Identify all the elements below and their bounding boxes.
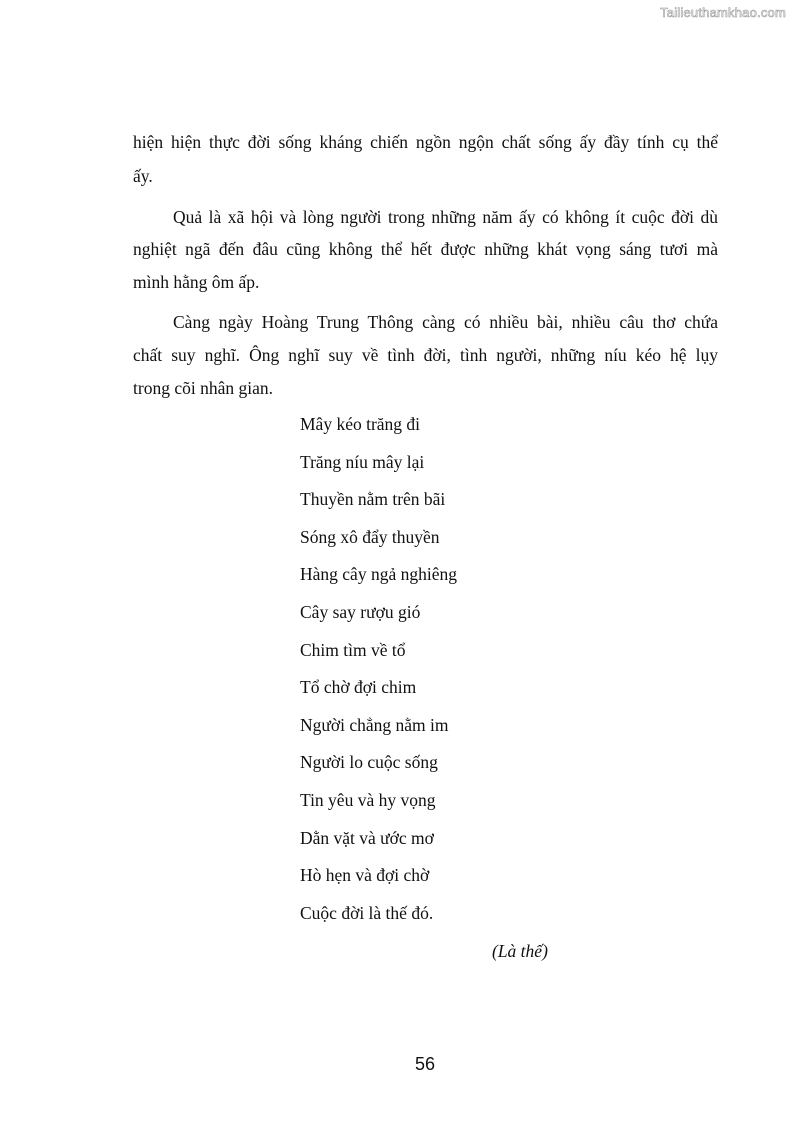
watermark: Tailieuthamkhao.com bbox=[660, 5, 786, 20]
paragraph-line: mình hằng ôm ấp. bbox=[133, 272, 260, 292]
paragraph-line: chất suy nghĩ. Ông nghĩ suy về tình đời, tình người, những níu kéo hệ lụy bbox=[133, 345, 718, 365]
paragraph-line: ấy. bbox=[133, 166, 153, 186]
poem-line: Người chẳng nằm im bbox=[300, 714, 449, 735]
poem-line: Thuyền nằm trên bãi bbox=[300, 489, 446, 510]
poem-line: Hò hẹn và đợi chờ bbox=[300, 865, 430, 886]
poem-line: Tổ chờ đợi chim bbox=[300, 677, 417, 698]
page-number: 56 bbox=[414, 1054, 436, 1074]
poem-line: Tin yêu và hy vọng bbox=[300, 790, 436, 810]
poem-line: Dằn vặt và ước mơ bbox=[300, 827, 434, 848]
poem-line: Hàng cây ngả nghiêng bbox=[300, 564, 457, 585]
paragraph-line: nghiệt ngã đến đâu cũng không thể hết được những khát vọng sáng tươi mà bbox=[133, 239, 718, 259]
paragraph-line: Quả là xã hội và lòng người trong những năm ấy có không ít cuộc đời dù bbox=[173, 207, 718, 227]
poem-line: Trăng níu mây lại bbox=[300, 451, 425, 472]
paragraph-line: trong cõi nhân gian. bbox=[133, 378, 273, 398]
paragraph-line: hiện hiện thực đời sống kháng chiến ngồn ngộn chất sống ấy đầy tính cụ thể bbox=[133, 132, 718, 152]
poem-source: (Là thế) bbox=[492, 941, 548, 961]
poem-line: Cuộc đời là thế đó. bbox=[300, 902, 434, 923]
poem-line: Sóng xô đẩy thuyền bbox=[300, 526, 440, 547]
paragraph-line: Càng ngày Hoàng Trung Thông càng có nhiều bài, nhiều câu thơ chứa bbox=[173, 312, 718, 332]
poem-line: Người lo cuộc sống bbox=[300, 752, 438, 773]
poem-line: Mây kéo trăng đi bbox=[300, 414, 421, 434]
poem-line: Cây say rượu gió bbox=[300, 602, 421, 622]
poem-line: Chim tìm về tổ bbox=[300, 639, 406, 660]
